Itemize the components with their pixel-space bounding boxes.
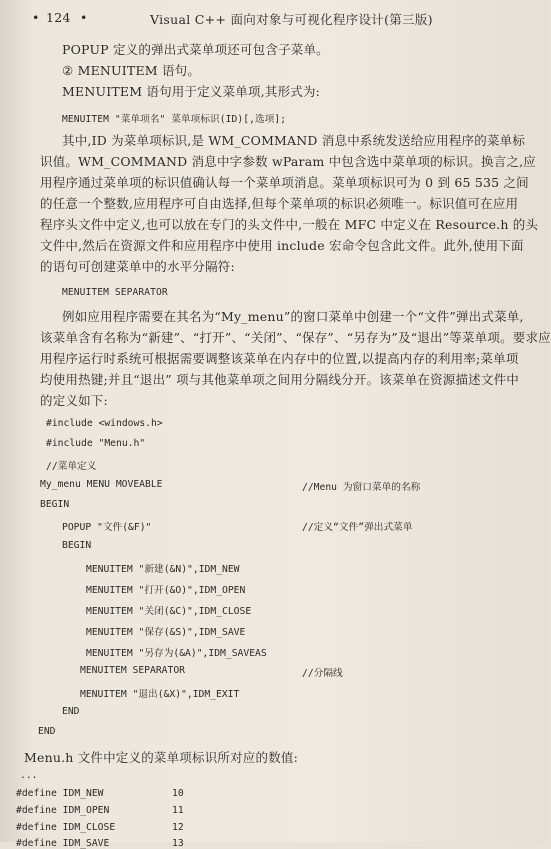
code-line: MENUITEM "关闭(&C)",IDM_CLOSE — [86, 606, 252, 617]
separator-syntax: MENUITEM SEPARATOR — [62, 287, 168, 298]
code-line: MENUITEM "打开(&O)",IDM_OPEN — [86, 585, 246, 596]
paragraph-line: 识值。WM_COMMAND 消息中字参数 wParam 中包含选中菜单项的标识。换言之,应 — [40, 154, 536, 169]
paragraph-line: 其中,ID 为菜单项标识,是 WM_COMMAND 消息中系统发送给应用程序的菜单标 — [62, 133, 526, 148]
code-line: MENUITEM "新建(&N)",IDM_NEW — [86, 564, 240, 575]
example-paragraph-line: 该菜单含有名称为“新建”、“打开”、“关闭”、“保存”、“另存为”及“退出”等菜单项。要求应 — [40, 330, 551, 345]
example-paragraph-line: 用程序运行时系统可根据需要调整该菜单在内存中的位置,以提高内存的利用率;菜单项 — [40, 351, 519, 366]
code-line: END — [38, 726, 56, 737]
menuitem-heading: ② MENUITEM 语句。 — [62, 63, 201, 78]
menuitem-syntax: MENUITEM "菜单项名" 菜单项标识(ID)[,选项]; — [62, 114, 287, 125]
code-line: POPUP "文件(&F)" — [62, 522, 152, 533]
code-comment: //分隔线 — [302, 668, 343, 679]
code-line: MENUITEM "退出(&X)",IDM_EXIT — [80, 689, 240, 700]
define-name: #define IDM_OPEN — [16, 805, 110, 816]
example-paragraph-line: 均使用热键;并且“退出” 项与其他菜单项之间用分隔线分开。该菜单在资源描述文件中 — [40, 372, 519, 387]
popup-note-line: POPUP 定义的弹出式菜单项还可包含子菜单。 — [62, 42, 329, 57]
code-line: MENUITEM "另存为(&A)",IDM_SAVEAS — [86, 648, 267, 659]
code-line: #include <windows.h> — [46, 418, 163, 429]
define-name: #define IDM_SAVE — [16, 838, 110, 849]
code-comment: //Menu 为窗口菜单的名称 — [302, 482, 421, 493]
define-name: #define IDM_CLOSE — [16, 822, 116, 833]
paragraph-line: 的语句可创建菜单中的水平分隔符: — [40, 259, 235, 274]
header-dot-left: • — [32, 10, 40, 25]
define-value: 12 — [172, 822, 184, 833]
example-paragraph-line: 的定义如下: — [40, 393, 108, 408]
defines-intro: Menu.h 文件中定义的菜单项标识所对应的数值: — [24, 750, 299, 765]
define-name: #define IDM_NEW — [16, 788, 104, 799]
book-title: Visual C++ 面向对象与可视化程序设计(第三版) — [150, 12, 433, 27]
paragraph-line: 的任意一个整数,应用程序可自由选择,但每个菜单项的标识必须唯一。标识值可在应用 — [40, 196, 519, 211]
page-number: 124 — [46, 10, 71, 25]
code-line: END — [62, 706, 80, 717]
paragraph-line: 程序头文件中定义,也可以放在专门的头文件中,一般在 MFC 中定义在 Resource.h 的头 — [40, 217, 539, 232]
code-comment: //定义“文件”弹出式菜单 — [302, 522, 413, 533]
code-line: //菜单定义 — [46, 461, 97, 472]
code-line: MENUITEM "保存(&S)",IDM_SAVE — [86, 627, 246, 638]
define-value: 13 — [172, 838, 184, 849]
code-line: MENUITEM SEPARATOR — [80, 665, 185, 676]
example-paragraph-line: 例如应用程序需要在其名为“My_menu”的窗口菜单中创建一个“文件”弹出式菜单, — [62, 309, 524, 324]
paragraph-line: 文件中,然后在资源文件和应用程序中使用 include 宏命令包含此文件。此外,使用下面 — [40, 238, 524, 253]
code-line: #include "Menu.h" — [46, 438, 146, 449]
code-line: BEGIN — [62, 540, 92, 551]
code-line: BEGIN — [40, 499, 70, 510]
menuitem-intro-line: MENUITEM 语句用于定义菜单项,其形式为: — [62, 84, 321, 99]
header-dot-right: • — [80, 10, 88, 25]
paragraph-line: 用程序通过菜单项的标识值确认每一个菜单项消息。菜单项标识可为 0 到 65 535 之间 — [40, 175, 529, 190]
code-line: My_menu MENU MOVEABLE — [40, 479, 163, 490]
define-value: 11 — [172, 805, 184, 816]
define-value: 10 — [172, 788, 184, 799]
ellipsis: ... — [20, 770, 38, 781]
